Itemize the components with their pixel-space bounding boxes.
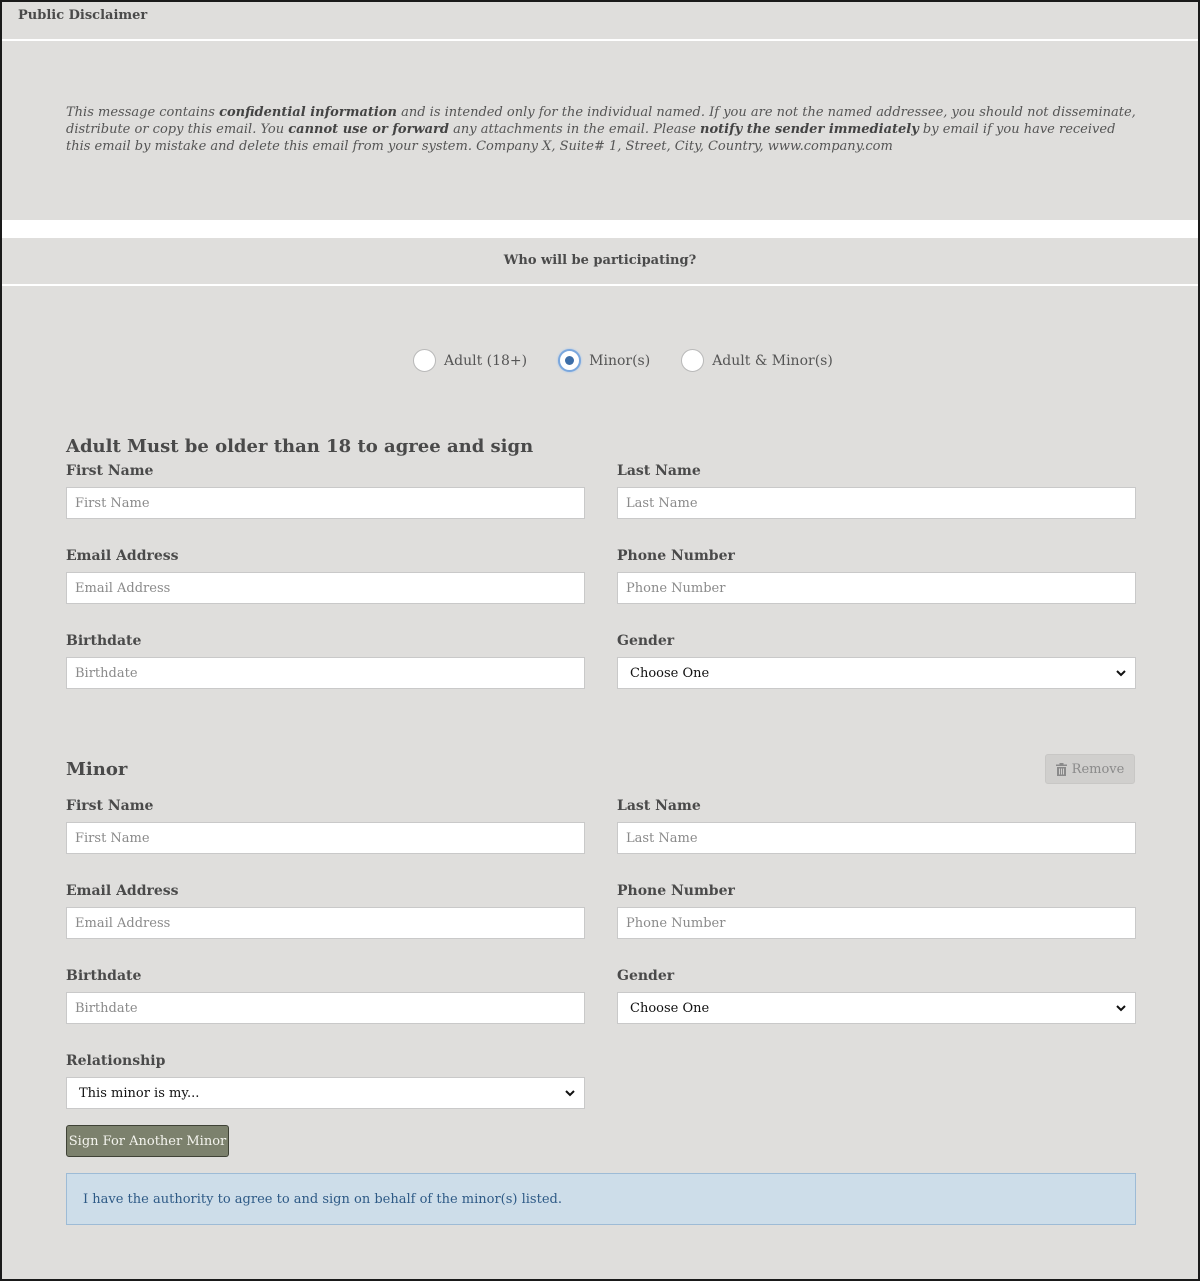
- adult-gender-label: Gender: [617, 633, 675, 649]
- participation-title: Who will be participating?: [503, 253, 697, 268]
- authority-notice: [66, 1173, 1136, 1225]
- adult-phone-input[interactable]: [617, 572, 1136, 604]
- participation-header: [0, 238, 1200, 285]
- adult-email-label: Email Address: [66, 548, 179, 564]
- minor-section-title: Minor: [66, 759, 128, 780]
- minor-last-name-label: Last Name: [617, 798, 701, 814]
- remove-minor-label: Remove: [1071, 761, 1125, 777]
- radio-adult-label[interactable]: Adult (18+): [444, 352, 528, 369]
- disclaimer-emphasis: confidential information: [219, 105, 397, 120]
- adult-section-title: Adult Must be older than 18 to agree and sign: [66, 436, 534, 457]
- radio-adult-circle[interactable]: [413, 349, 436, 372]
- disclaimer-text: This message contains: [66, 105, 220, 120]
- minor-phone-input[interactable]: [617, 907, 1136, 939]
- disclaimer-text: any attachments in the email. Please: [449, 122, 701, 137]
- minor-first-name-label: First Name: [66, 798, 154, 814]
- disclaimer-header: [0, 0, 1200, 40]
- minor-relationship-value: This minor is my...: [79, 1085, 200, 1101]
- participant-type-radio-group: [413, 349, 864, 372]
- adult-first-name-input[interactable]: [66, 487, 585, 519]
- minor-birthdate-label: Birthdate: [66, 968, 142, 984]
- minor-first-name-input[interactable]: [66, 822, 585, 854]
- disclaimer-emphasis: cannot use or forward: [288, 122, 449, 137]
- participation-panel: [0, 286, 1200, 1281]
- disclaimer-message: [66, 104, 1136, 155]
- radio-adult-and-minors-circle[interactable]: [681, 349, 704, 372]
- radio-adult[interactable]: [413, 349, 527, 372]
- disclaimer-title: Public Disclaimer: [18, 8, 148, 23]
- chevron-down-icon: [1115, 1002, 1127, 1014]
- adult-birthdate-input[interactable]: [66, 657, 585, 689]
- disclaimer-emphasis: notify the sender immediately: [700, 122, 919, 137]
- disclaimer-text: by email if you have received this email by mistake and delete this email from your system. Company X, Suite# 1, Street, City, Country, www.company.com: [66, 122, 1116, 154]
- adult-gender-value: Choose One: [630, 665, 710, 681]
- minor-gender-label: Gender: [617, 968, 675, 984]
- minor-email-input[interactable]: [66, 907, 585, 939]
- minor-email-label: Email Address: [66, 883, 179, 899]
- adult-gender-select[interactable]: [617, 657, 1136, 689]
- minor-relationship-label: Relationship: [66, 1053, 166, 1069]
- adult-last-name-input[interactable]: [617, 487, 1136, 519]
- trash-icon: [1056, 763, 1067, 776]
- minor-gender-value: Choose One: [630, 1000, 710, 1016]
- radio-adult-and-minors-label[interactable]: Adult & Minor(s): [712, 352, 833, 369]
- adult-phone-label: Phone Number: [617, 548, 735, 564]
- adult-last-name-label: Last Name: [617, 463, 701, 479]
- minor-birthdate-input[interactable]: [66, 992, 585, 1024]
- adult-first-name-label: First Name: [66, 463, 154, 479]
- adult-birthdate-label: Birthdate: [66, 633, 142, 649]
- minor-relationship-select[interactable]: [66, 1077, 585, 1109]
- disclaimer-panel: [0, 41, 1200, 220]
- chevron-down-icon: [564, 1087, 576, 1099]
- chevron-down-icon: [1115, 667, 1127, 679]
- disclaimer-text: and is intended only for the individual named. If you are not the named addressee, you should not disseminate, distribute or copy this email. You: [66, 105, 1136, 137]
- radio-minors-label[interactable]: Minor(s): [589, 352, 651, 369]
- minor-phone-label: Phone Number: [617, 883, 735, 899]
- minor-last-name-input[interactable]: [617, 822, 1136, 854]
- radio-minors[interactable]: [558, 349, 650, 372]
- remove-minor-button[interactable]: [1045, 754, 1135, 784]
- radio-minors-circle[interactable]: [558, 349, 581, 372]
- sign-another-minor-button[interactable]: Sign For Another Minor: [66, 1125, 229, 1157]
- authority-notice-text: I have the authority to agree to and sign on behalf of the minor(s) listed.: [83, 1191, 562, 1207]
- minor-gender-select[interactable]: [617, 992, 1136, 1024]
- adult-email-input[interactable]: [66, 572, 585, 604]
- radio-adult-and-minors[interactable]: [681, 349, 833, 372]
